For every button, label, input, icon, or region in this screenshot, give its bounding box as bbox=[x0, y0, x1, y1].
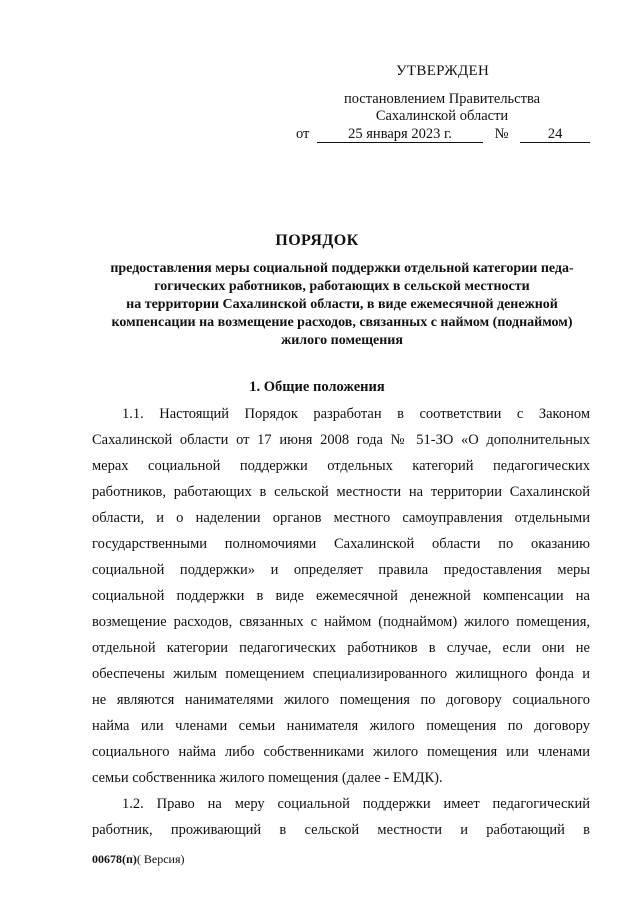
date-prefix: от bbox=[296, 126, 310, 142]
subtitle-line: жилого помещения bbox=[281, 333, 403, 348]
document-version: ( Версия) bbox=[136, 852, 185, 866]
paragraph-line: государственными полномочиями Сахалинской области по оказанию bbox=[92, 536, 590, 552]
subtitle-line: гогических работников, работающих в сельской местности bbox=[154, 279, 530, 294]
paragraph-line: социального найма либо собственниками жилого помещения или членами bbox=[92, 744, 590, 760]
paragraph-line: найма или членами семьи нанимателя жилого помещения по договору bbox=[92, 718, 590, 734]
paragraph-line: 1.2. Право на меру социальной поддержки имеет педагогический bbox=[122, 796, 590, 812]
page-footer bbox=[92, 852, 185, 867]
approval-line-2: Сахалинской области bbox=[375, 108, 509, 124]
approval-date-line bbox=[296, 125, 590, 143]
section-title: 1. Общие положения bbox=[249, 379, 385, 395]
paragraph-line: социальной поддержки в виде ежемесячной денежной компенсации на bbox=[92, 588, 590, 604]
paragraph-line: работник, проживающий в сельской местности и работающий в bbox=[92, 822, 590, 838]
date-value: 25 января 2023 г. bbox=[317, 126, 483, 143]
paragraph-line: Сахалинской области от 17 июня 2008 года № 51-ЗО «О дополнительных bbox=[92, 432, 590, 448]
paragraph-line: не являются нанимателями жилого помещения по договору социального bbox=[92, 692, 590, 708]
paragraph-line: 1.1. Настоящий Порядок разработан в соответствии с Законом bbox=[122, 406, 590, 422]
paragraph-line: обеспечены жилым помещением специализированного жилищного фонда и bbox=[92, 666, 590, 682]
paragraph-line: области, и о наделении органов местного самоуправления отдельными bbox=[92, 510, 590, 526]
paragraph-line: мерах социальной поддержки отдельных категорий педагогических bbox=[92, 458, 590, 474]
subtitle-line: предоставления меры социальной поддержки отдельной категории педа- bbox=[110, 261, 574, 276]
document-code: 00678(п) bbox=[92, 852, 137, 866]
subtitle-line: на территории Сахалинской области, в виде ежемесячной денежной bbox=[126, 297, 558, 312]
number-value: 24 bbox=[520, 126, 590, 143]
paragraph-line: работников, работающих в сельской местности на территории Сахалинской bbox=[92, 484, 590, 500]
paragraph-line: семьи собственника жилого помещения (далее - ЕМДК). bbox=[92, 770, 443, 786]
approval-line-1: постановлением Правительства bbox=[343, 91, 541, 107]
number-sign: № bbox=[494, 126, 509, 142]
paragraph-line: социальной поддержки» и определяет правила предоставления меры bbox=[92, 562, 590, 578]
paragraph-line: отдельной категории педагогических работников в случае, если они не bbox=[92, 640, 590, 656]
subtitle-line: компенсации на возмещение расходов, связанных с наймом (поднаймом) bbox=[111, 315, 573, 330]
approval-title: УТВЕРЖДЕН bbox=[396, 63, 490, 79]
document-title: ПОРЯДОК bbox=[275, 232, 359, 249]
paragraph-line: возмещение расходов, связанных с наймом (поднаймом) жилого помещения, bbox=[92, 614, 590, 630]
document-subtitle bbox=[60, 260, 624, 350]
